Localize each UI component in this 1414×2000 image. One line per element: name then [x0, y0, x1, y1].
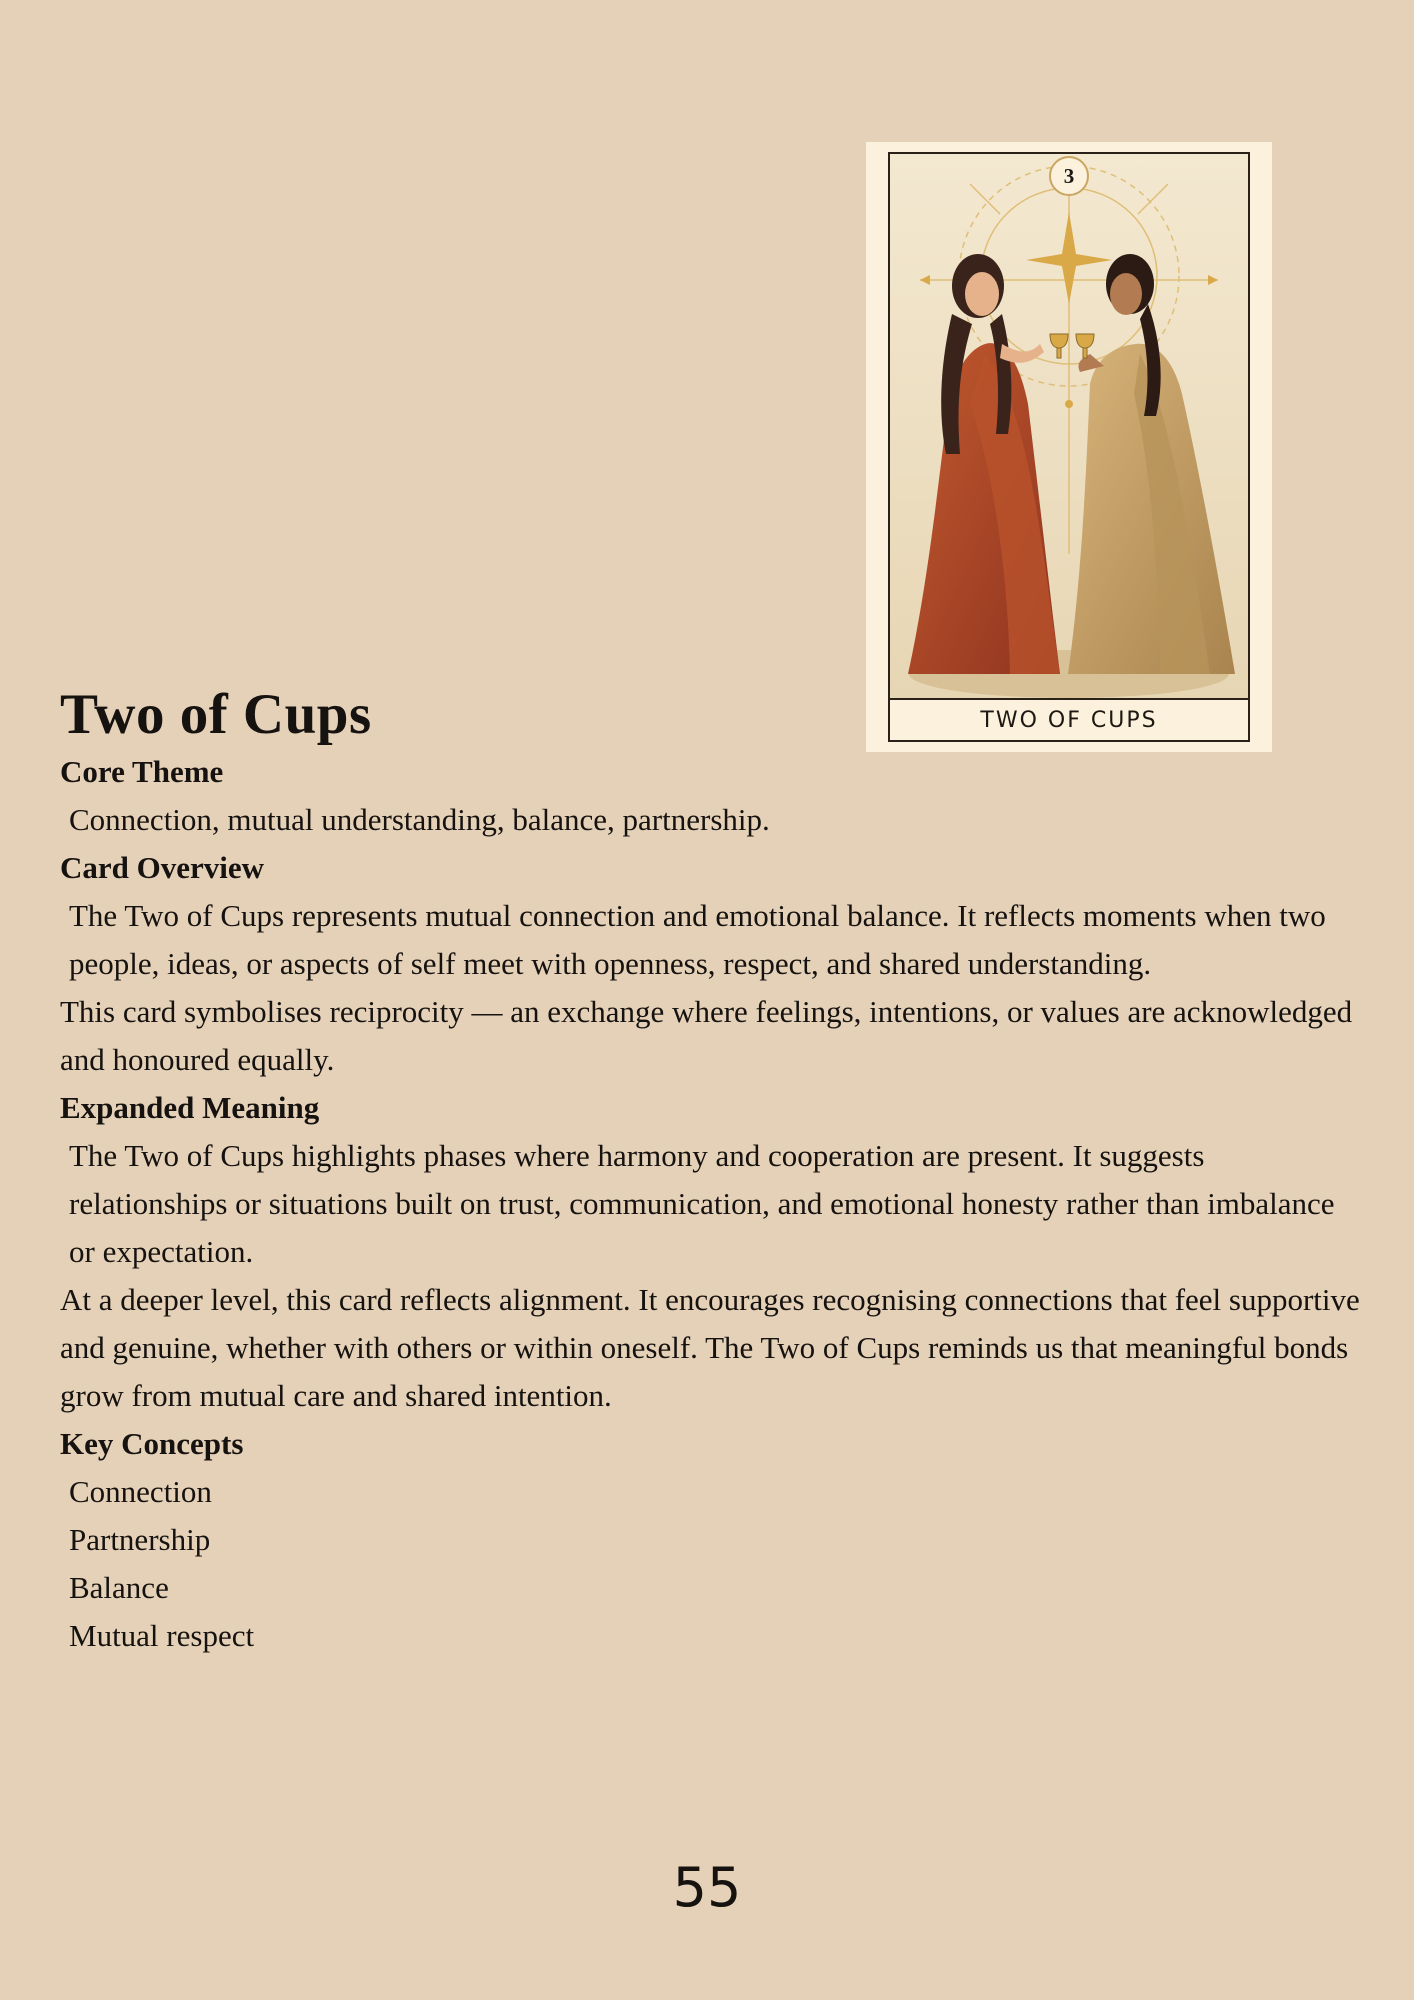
expanded-meaning-heading: Expanded Meaning — [60, 1090, 320, 1125]
list-item: Mutual respect — [69, 1618, 255, 1653]
card-number-badge: 3 — [1049, 156, 1089, 196]
expanded-meaning-paragraph: The Two of Cups highlights phases where harmony and cooperation are present. It suggests relationships or situations built on trust, communication, and emotional honesty rather than imbalance or expectation. — [69, 1138, 1335, 1269]
core-theme-text: Connection, mutual understanding, balance, partnership. — [69, 802, 770, 837]
core-theme-heading: Core Theme — [60, 754, 224, 789]
expanded-meaning-paragraph: At a deeper level, this card reflects alignment. It encourages recognising connections that feel supportive and genuine, whether with others or within oneself. The Two of Cups reminds us that meaningful bonds grow from mutual care and shared intention. — [60, 1282, 1360, 1413]
key-concepts-list — [60, 1468, 1360, 1660]
card-overview-paragraph: This card symbolises reciprocity — an exchange where feelings, intentions, or values are acknowledged and honoured equally. — [60, 994, 1353, 1077]
tarot-card-image — [866, 142, 1272, 752]
card-overview-heading: Card Overview — [60, 850, 265, 885]
page-title: Two of Cups — [60, 683, 372, 746]
list-item: Partnership — [69, 1522, 211, 1557]
key-concepts-heading: Key Concepts — [60, 1426, 244, 1461]
list-item: Connection — [69, 1474, 212, 1509]
card-description — [60, 682, 1360, 1660]
card-overview-paragraph: The Two of Cups represents mutual connection and emotional balance. It reflects moments when two people, ideas, or aspects of self meet with openness, respect, and shared understanding. — [69, 898, 1326, 981]
page-number: 55 — [672, 1856, 742, 1919]
two-figures-illustration — [890, 154, 1248, 700]
card-frame — [888, 152, 1250, 742]
card-caption: TWO OF CUPS — [890, 698, 1248, 740]
list-item: Balance — [69, 1570, 169, 1605]
